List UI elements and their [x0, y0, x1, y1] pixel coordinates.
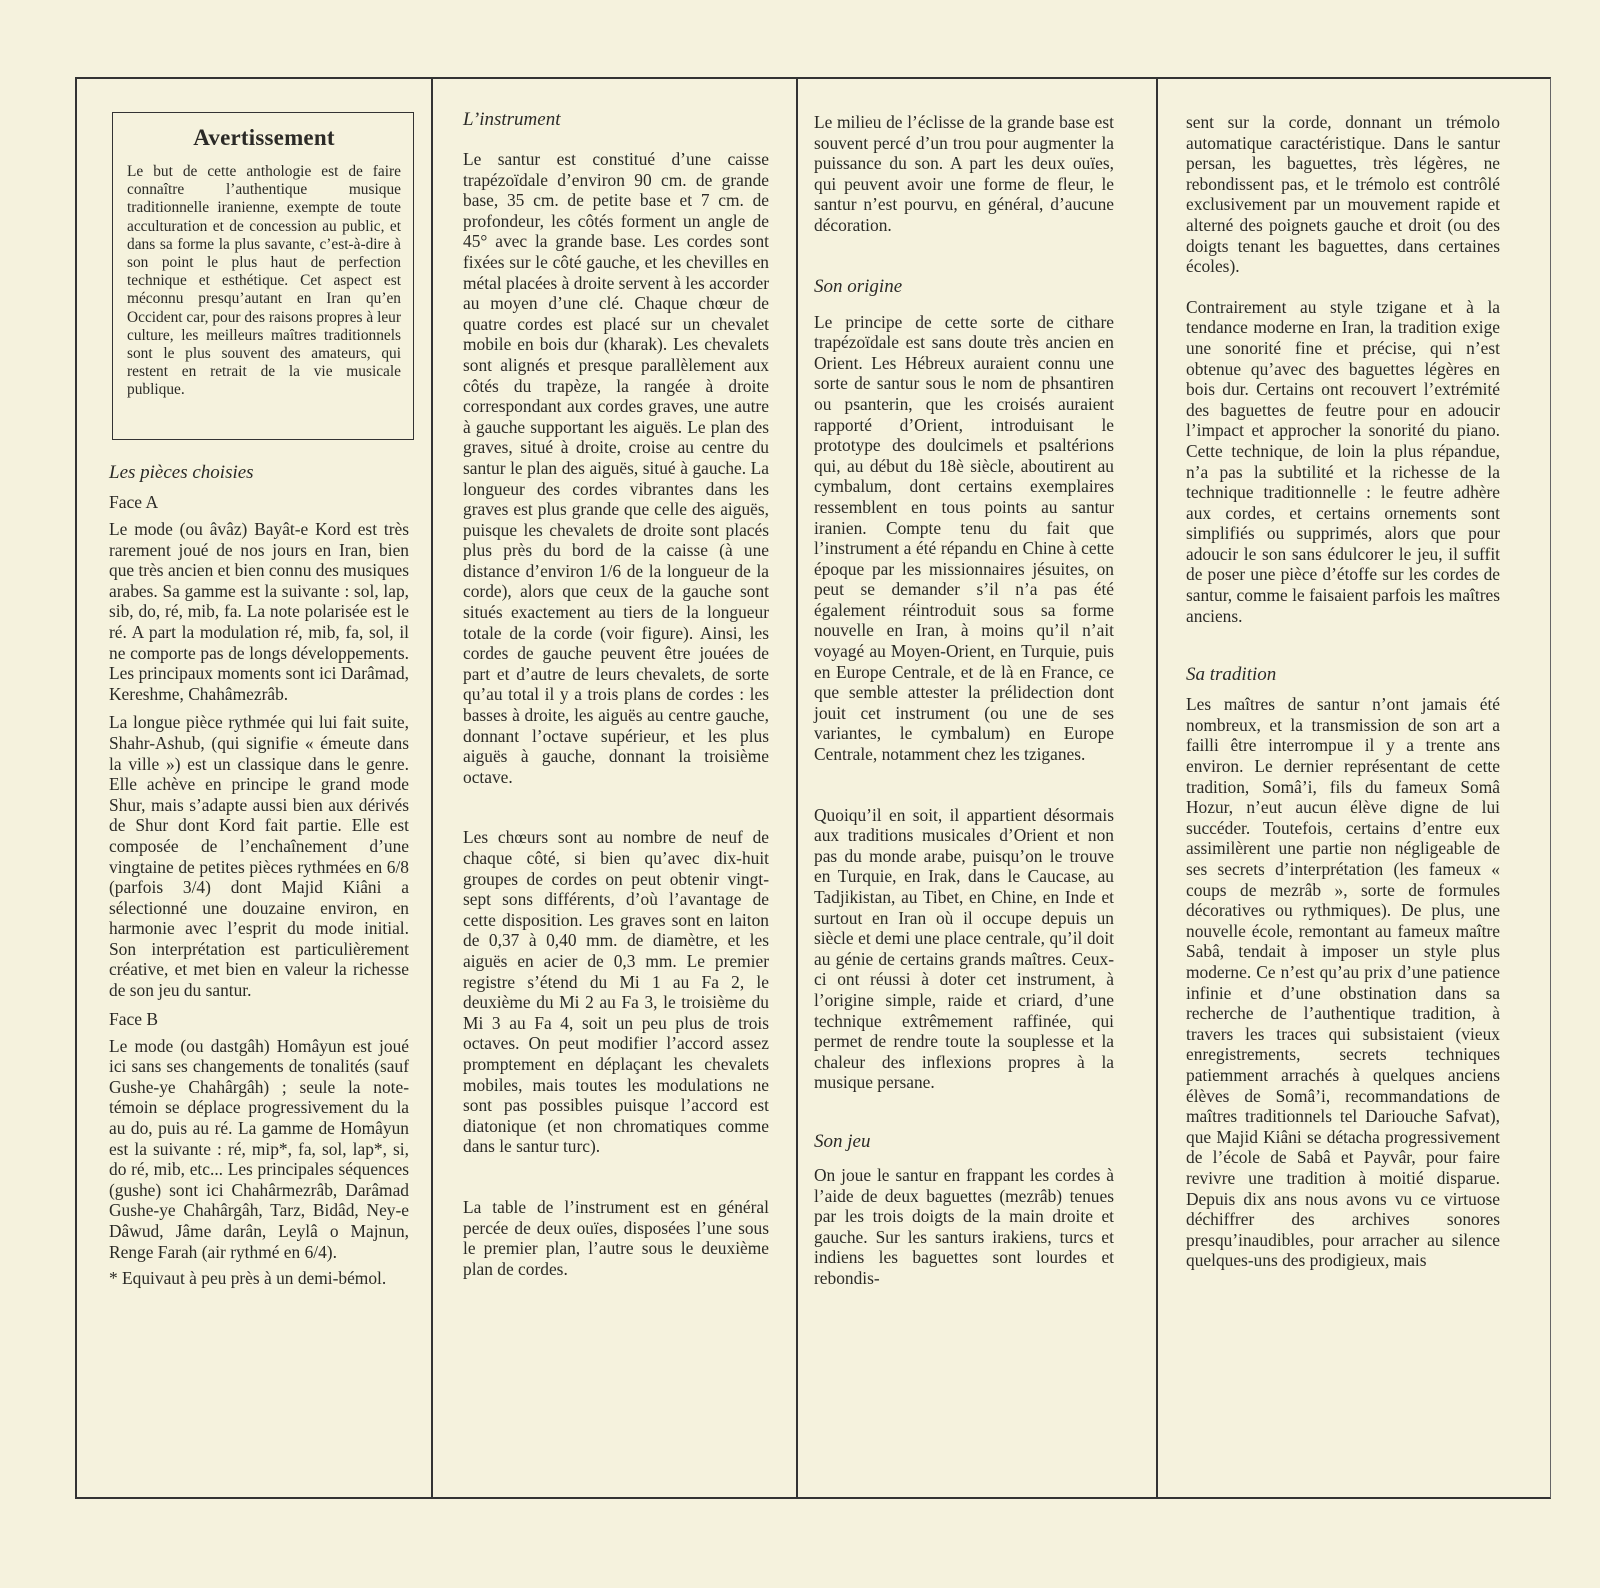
jeu-heading: Son jeu — [814, 1130, 871, 1152]
origin-paragraph-1: Le principe de cette sorte de cithare trapézoïdale est sans doute très ancien en Orient. Les Hébreux auraient connu une sorte de santur sous le nom de phsantiren ou psanterin, que les croisés auraient rapporté d’Orient, introduisant le prototype des doulcimels et psaltérions qui, au début du 18è siècle, aboutirent au cymbalum, dont certains exemplaires ressemblent en tous points au santur iranien. Compte tenu du fait que l’instrument a été répandu en Chine à cette époque par les missionnaires jésuites, on peut se demander s’il n’a pas été également réintroduit sous sa forme nouvelle en Iran, à moins qu’il n’ait voyagé au Moyen-Orient, en Turquie, puis en Europe Centrale, et de là en France, ce que semble attester la prélidection dont jouit cet instrument (ou une de ses variantes, le cymbalum) en Europe Centrale, notamment chez les tziganes. — [814, 311, 1114, 765]
column-4 — [1158, 79, 1551, 1497]
face-a-paragraph-2: La longue pièce rythmée qui lui fait suite, Shahr-Ashub, (qui signifie « émeute dans la ville ») est un classique dans le genre. Elle achève en principe le grand mode Shur, mais s’adapte aussi bien aux dérivés de Shur dont Kord fait partie. Elle est composée de l’enchaînement d’une vingtaine de petites pièces rythmées en 6/8 (parfois 3/4) dont Majid Kiâni a sélectionné une douzaine environ, en harmonie avec l’esprit du mode initial. Son interprétation est particulièrement créative, et met bien en valeur la richesse de son jeu du santur. — [109, 712, 409, 1001]
face-b-label: Face B — [109, 1008, 159, 1029]
tradition-heading: Sa tradition — [1186, 664, 1277, 686]
soundhole-paragraph: Le milieu de l’éclisse de la grande base est souvent percé d’un trou pour augmenter la puissance du son. A part les deux ouïes, qui peuvent avoir une forme de fleur, le santur n’est pourvu, en général, d’aucune décoration. — [814, 112, 1114, 235]
warning-box — [112, 112, 414, 440]
face-b-footnote: * Equivaut à peu près à un demi-bémol. — [109, 1268, 387, 1289]
warning-text: Le but de cette anthologie est de faire connaître l’authentique musique traditionnelle iranienne, exempte de toute acculturation et de concession au public, et dans sa forme la plus savante, c’est-à-dire à son point le plus haut de perfection technique et esthétique. Cet aspect est méconnu presqu’autant en Iran qu’en Occident car, pour des raisons propres à leur culture, les meilleurs maîtres traditionnels sont le plus souvent des amateurs, qui restent en retrait de la vie musicale publique. — [127, 163, 401, 399]
page-frame — [75, 77, 1551, 1499]
instrument-heading: L’instrument — [463, 109, 561, 130]
tradition-paragraph-1: Les maîtres de santur n’ont jamais été nombreux, et la transmission de son art a failli être interrompue il y a trente ans environ. Le dernier représentant de cette tradition, Somâ’i, fils du fameux Somâ Hozur, n’eut aucun élève digne de lui succéder. Toutefois, certains d’entre eux assimilèrent une partie non négligeable de ses secrets d’interprétation (les fameux « coups de mezrâb », sorte de formules décoratives ou rythmiques). De plus, une nouvelle école, remontant au fameux maître Sabâ, tendait à imposer un style plus moderne. Ce n’est qu’au prix d’une patience infinie et d’une obstination dans sa recherche de l’authentique tradition, à travers les traces qui subsistaient (vieux enregistrements, secrets techniques patiemment arrachés à quelques anciens élèves de Somâ’i, recommandations de maîtres traditionnels tel Dariouche Safvat), que Majid Kiâni se détacha progressivement de l’école de Sabâ et Payvâr, pour faire revivre une tradition à moitié disparue. Depuis dix ans nous avons vu ce virtuose déchiffrer des archives sonores presqu’inaudibles, pour arracher au silence quelques-uns des prodigieux, mais — [1186, 694, 1500, 1271]
face-a-paragraph-1: Le mode (ou âvâz) Bayât-e Kord est très rarement joué de nos jours en Iran, bien que très ancien et bien connu des musiques arabes. Sa gamme est la suivante : sol, lap, sib, do, ré, mib, fa. La note polarisée est le ré. A part la modulation ré, mib, fa, sol, il ne comporte pas de longs développements. Les principaux moments sont ici Darâmad, Kereshme, Chahâmezrâb. — [109, 519, 409, 704]
column-1 — [77, 79, 433, 1497]
column-3 — [798, 79, 1158, 1497]
instrument-paragraph-2: Les chœurs sont au nombre de neuf de chaque côté, si bien qu’avec dix-huit groupes de cordes on peut obtenir vingt-sept sons différents, d’où l’avantage de cette disposition. Les graves sont en laiton de 0,37 à 0,40 mm. de diamètre, et les aiguës en acier de 0,3 mm. Le premier registre s’étend du Mi 1 au Fa 2, le deuxième du Mi 2 au Fa 3, le troisième du Mi 3 au Fa 4, soit un peu plus de trois octaves. On peut modifier l’accord assez promptement en déplaçant les chevalets mobiles, mais toutes les modulations ne sont pas possibles puisque l’accord est diatonique (et non chromatiques comme dans le santur turc). — [463, 827, 769, 1157]
face-b-paragraph-1: Le mode (ou dastgâh) Homâyun est joué ici sans ses changements de tonalités (sauf Gushe-ye Chahârgâh) ; seule la note-témoin se déplace progressivement du la au do, puis au ré. La gamme de Homâyun est la suivante : ré, mip*, fa, sol, lap*, si, do ré, mib, etc... Les principales séquences (gushe) sont ici Chahârmezrâb, Darâmad Gushe-ye Chahârgâh, Tarz, Bidâd, Ney-e Dâwud, Jâme darân, Leylâ o Majnun, Renge Farah (air rythmé en 6/4). — [109, 1035, 409, 1262]
column-4-content — [1186, 112, 1500, 1271]
column-2 — [433, 79, 798, 1497]
warning-title: Avertissement — [193, 125, 335, 150]
column-3-content — [814, 112, 1114, 1289]
jeu-paragraph-1: On joue le santur en frappant les cordes à l’aide de deux baguettes (mezrâb) tenues par les trois doigts de la main droite et gauche. Sur les santurs irakiens, turcs et indiens les baguettes sont lourdes et rebondis- — [814, 1164, 1114, 1288]
face-a-label: Face A — [109, 492, 159, 512]
sonority-paragraph: Contrairement au style tzigane et à la tendance moderne en Iran, la tradition exige une sonorité fine et précise, qui n’est obtenue qu’avec des baguettes légères en bois dur. Certains ont recouvert l’extrémité des baguettes de feutre pour en adoucir l’impact et approcher la sonorité du piano. Cette technique, de loin la plus répandue, n’a pas la subtilité et la richesse de la technique traditionnelle : le feutre adhère aux cordes, et certains ornements sont simplifiés ou supprimés, alors que pour adoucir le son sans édulcorer le jeu, il suffit de poser une pièce d’étoffe sur les cordes de santur, comme le faisaient parfois les maîtres anciens. — [1186, 296, 1500, 626]
instrument-paragraph-3: La table de l’instrument est en général percée de deux ouïes, disposées l’une sous le premier plan, l’autre sous le deuxième plan de cordes. — [463, 1196, 769, 1279]
pieces-section — [109, 462, 409, 1289]
pieces-heading: Les pièces choisies — [109, 462, 254, 483]
origin-paragraph-2: Quoiqu’il en soit, il appartient désormais aux traditions musicales d’Orient et non pas du monde arabe, puisqu’on le trouve en Turquie, en Irak, dans le Caucase, au Tadjikistan, au Tibet, en Chine, en Inde et surtout en Iran où il occupe depuis un siècle et demi une place centrale, qu’il doit au génie de certains grands maîtres. Ceux-ci ont réussi à doter cet instrument, à l’origine simple, raide et criard, d’une technique extrêmement raffinée, qui permet de rendre toute la souplesse et la chaleur des inflexions propres à la musique persane. — [814, 804, 1114, 1093]
origin-heading: Son origine — [814, 275, 903, 297]
instrument-paragraph-1: Le santur est constitué d’une caisse trapézoïdale d’environ 90 cm. de grande base, 35 cm. de petite base et 7 cm. de profondeur, les côtés forment un angle de 45° avec la grande base. Les cordes sont fixées sur le côté gauche, et les chevilles en métal placées à droite servent à les accorder au moyen d’une clé. Chaque chœur de quatre cordes est placé sur un chevalet mobile en bois dur (kharak). Les chevalets sont alignés et presque parallèlement aux côtés du trapèze, la rangée à droite correspondant aux cordes graves, une autre à gauche supportant les aiguës. Le plan des graves, situé à droite, croise au centre du santur le plan des aiguës, situé à gauche. La longueur des cordes vibrantes dans les graves est plus grande que celle des aiguës, puisque les chevalets de droite sont placés plus près du bord de la caisse (à une distance d’environ 1/6 de la longueur de la corde), alors que ceux de la gauche sont situés exactement au tiers de la longueur totale de la corde (voir figure). Ainsi, les cordes de gauche peuvent être jouées de part et d’autre de leurs chevalets, de sorte qu’au total il y a trois plans de cordes : les basses à droite, les aiguës au centre gauche, donnant l’octave supérieur, et les plus aiguës à gauche, donnant la troisième octave. — [463, 149, 769, 787]
tremolo-paragraph: sent sur la corde, donnant un trémolo automatique caractéristique. Dans le santur persan, les baguettes, très légères, ne rebondissent pas, et le trémolo est contrôlé exclusivement par un mouvement rapide et alterné des poignets gauche et droit (ou des doigts tenant les baguettes, dans certaines écoles). — [1186, 112, 1500, 277]
instrument-section — [463, 109, 769, 1279]
